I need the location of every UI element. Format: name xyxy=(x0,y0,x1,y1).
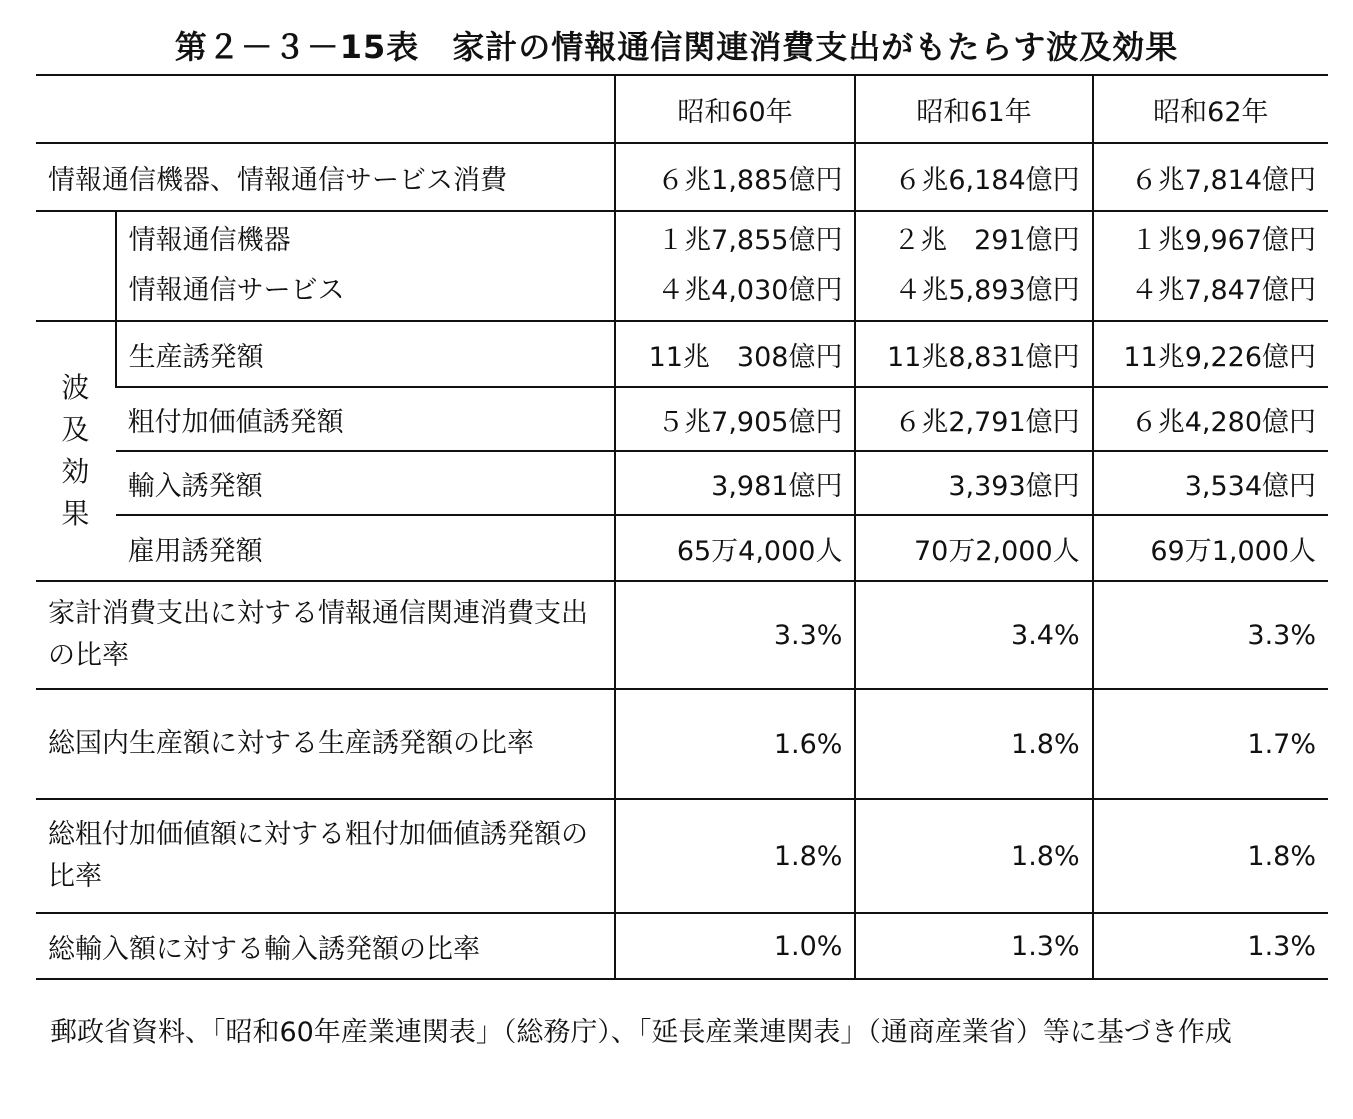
table-row xyxy=(36,321,1328,387)
effect-group-label xyxy=(36,321,116,581)
table-row xyxy=(36,211,1328,321)
cell-value-added-s61: ６兆2,791億円 xyxy=(855,387,1092,451)
row-label-ratio-production: 総国内生産額に対する生産誘発額の比率 xyxy=(36,689,615,799)
col-header-s60: 昭和60年 xyxy=(615,75,856,143)
cell-total-s61: ６兆6,184億円 xyxy=(855,143,1092,211)
cell-employment-s61: 70万2,000人 xyxy=(855,515,1092,581)
cell-ratio-production-s62: 1.7% xyxy=(1093,689,1328,799)
cell-service-s62: ４兆7,847億円 xyxy=(1130,275,1316,306)
cell-employment-s60: 65万4,000人 xyxy=(615,515,856,581)
cell-ratio-value-added-s61: 1.8% xyxy=(855,799,1092,913)
cell-breakdown-s62 xyxy=(1093,211,1328,321)
row-label-employment: 雇用誘発額 xyxy=(116,515,615,581)
cell-imports-s62: 3,534億円 xyxy=(1093,451,1328,515)
table-row xyxy=(36,689,1328,799)
col-header-s61: 昭和61年 xyxy=(855,75,1092,143)
cell-ratio-imports-s62: 1.3% xyxy=(1093,913,1328,979)
row-label-ratio-consumption: 家計消費支出に対する情報通信関連消費支出の比率 xyxy=(36,581,615,689)
cell-total-s62: ６兆7,814億円 xyxy=(1093,143,1328,211)
cell-equipment-s60: １兆7,855億円 xyxy=(657,225,843,256)
row-label-ratio-imports: 総輸入額に対する輸入誘発額の比率 xyxy=(36,913,615,979)
cell-production-s61: 11兆8,831億円 xyxy=(855,321,1092,387)
cell-production-s62: 11兆9,226億円 xyxy=(1093,321,1328,387)
cell-breakdown-s61 xyxy=(855,211,1092,321)
table-row xyxy=(36,799,1328,913)
table-row xyxy=(36,387,1328,451)
cell-breakdown-s60 xyxy=(615,211,856,321)
cell-ratio-consumption-s60: 3.3% xyxy=(615,581,856,689)
cell-employment-s62: 69万1,000人 xyxy=(1093,515,1328,581)
cell-imports-s61: 3,393億円 xyxy=(855,451,1092,515)
cell-equipment-s61: ２兆 291億円 xyxy=(893,225,1080,256)
row-label-imports: 輸入誘発額 xyxy=(116,451,615,515)
cell-value-added-s62: ６兆4,280億円 xyxy=(1093,387,1328,451)
table-row xyxy=(36,581,1328,689)
cell-ratio-imports-s60: 1.0% xyxy=(615,913,856,979)
header-row xyxy=(36,75,1328,143)
row-label-value-added: 粗付加価値誘発額 xyxy=(116,387,615,451)
header-blank xyxy=(36,75,615,143)
table-row xyxy=(36,451,1328,515)
cell-ratio-consumption-s61: 3.4% xyxy=(855,581,1092,689)
col-header-s62: 昭和62年 xyxy=(1093,75,1328,143)
row-label-service: 情報通信サービス xyxy=(128,275,345,306)
row-label-breakdown xyxy=(116,211,615,321)
indent-blank xyxy=(36,211,116,321)
effects-table xyxy=(36,74,1328,980)
cell-ratio-value-added-s60: 1.8% xyxy=(615,799,856,913)
row-label-ratio-value-added: 総粗付加価値額に対する粗付加価値誘発額の比率 xyxy=(36,799,615,913)
cell-value-added-s60: ５兆7,905億円 xyxy=(615,387,856,451)
cell-ratio-production-s60: 1.6% xyxy=(615,689,856,799)
cell-ratio-value-added-s62: 1.8% xyxy=(1093,799,1328,913)
table-row xyxy=(36,515,1328,581)
row-label-equipment: 情報通信機器 xyxy=(128,225,291,256)
cell-production-s60: 11兆 308億円 xyxy=(615,321,856,387)
cell-total-s60: ６兆1,885億円 xyxy=(615,143,856,211)
effect-group-char: 波 xyxy=(61,371,90,404)
cell-ratio-imports-s61: 1.3% xyxy=(855,913,1092,979)
table-row xyxy=(36,143,1328,211)
cell-service-s61: ４兆5,893億円 xyxy=(894,275,1080,306)
row-label-total: 情報通信機器、情報通信サービス消費 xyxy=(36,143,615,211)
table-title: 第２－３－15表 家計の情報通信関連消費支出がもたらす波及効果 xyxy=(174,28,1179,66)
effect-group-char: 効 xyxy=(61,455,90,488)
row-label-production: 生産誘発額 xyxy=(116,321,615,387)
table-row xyxy=(36,913,1328,979)
effect-group-char: 及 xyxy=(61,413,90,446)
cell-equipment-s62: １兆9,967億円 xyxy=(1130,225,1316,256)
source-note: 郵政省資料、「昭和60年産業連関表」（総務庁）、「延長産業連関表」（通商産業省）等に基づき作成 xyxy=(50,1017,1232,1048)
cell-ratio-production-s61: 1.8% xyxy=(855,689,1092,799)
cell-ratio-consumption-s62: 3.3% xyxy=(1093,581,1328,689)
effect-group-char: 果 xyxy=(61,497,90,530)
cell-imports-s60: 3,981億円 xyxy=(615,451,856,515)
cell-service-s60: ４兆4,030億円 xyxy=(657,275,843,306)
